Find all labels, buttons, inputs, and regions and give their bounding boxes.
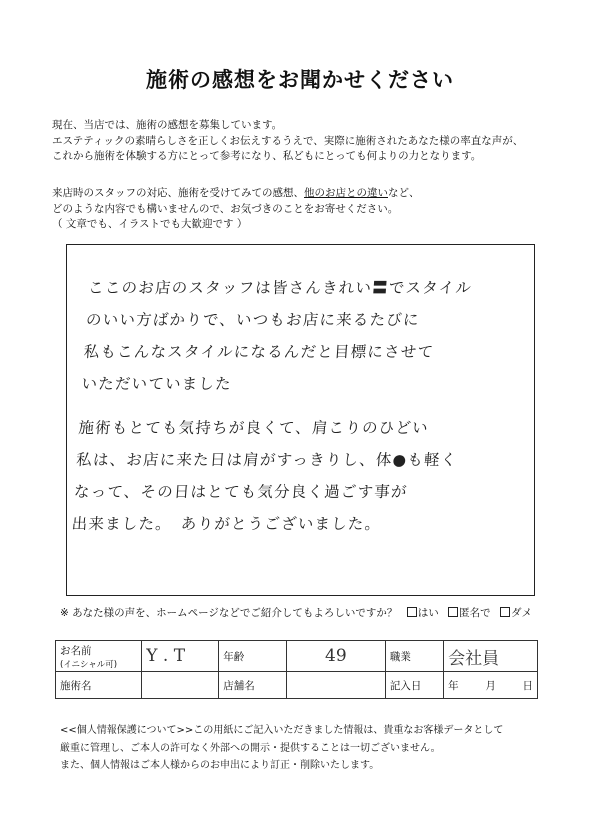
handwritten-line: 施術もとても気持ちが良くて、肩こりのひどい (77, 419, 430, 437)
intro-text (52, 118, 523, 165)
privacy-notice (60, 722, 503, 775)
age-value: 49 (325, 646, 347, 666)
form-row (56, 672, 538, 699)
intro-line: これから施術を体験する方にとって参考になり、私どもにとっても何よりの力となります。 (52, 150, 482, 163)
page-title: 施術の感想をお聞かせください (146, 68, 454, 92)
info-form (55, 640, 538, 699)
store-label: 店舗名 (219, 672, 287, 699)
handwritten-line: 私もこんなスタイルになるんだと目標にさせて (83, 343, 435, 361)
consent-row (60, 605, 532, 620)
guide-text (52, 186, 420, 233)
privacy-line: 厳重に管理し、ご本人の許可なく外部への開示・提供することは一切ございません。 (60, 742, 441, 754)
treatment-label: 施術名 (56, 672, 142, 699)
handwritten-line: なって、その日はとても気分良く過ごす事が (73, 483, 409, 501)
name-value: Y . T (146, 646, 186, 666)
handwritten-line: 出来ました。 ありがとうございました。 (71, 515, 382, 533)
handwritten-line: のいい方ばかりで、いつもお店に来るたびに (85, 311, 421, 329)
spacer (80, 400, 465, 412)
intro-line: エステティックの素晴らしさを正しくお伝えするうえで、実際に施術されたあなた様の率直な声が、 (52, 134, 524, 147)
job-label: 職業 (385, 641, 443, 672)
date-month: 月 (485, 679, 496, 692)
guide-line: （ 文章でも、イラストでも大歓迎です ） (52, 218, 248, 231)
name-field[interactable] (142, 641, 219, 672)
checkbox-no[interactable] (500, 607, 510, 617)
name-label: お名前 (60, 644, 92, 657)
option-no-label: ダメ (510, 607, 532, 619)
checkbox-yes[interactable] (407, 607, 417, 617)
store-field[interactable] (286, 672, 385, 699)
name-label-cell (56, 641, 142, 672)
date-label: 記入日 (385, 672, 443, 699)
guide-text-b: など、 (388, 187, 420, 199)
handwritten-line: ここのお店のスタッフは皆さんきれい〓でスタイル (87, 279, 473, 297)
treatment-field[interactable] (142, 672, 219, 699)
job-field[interactable] (444, 641, 538, 672)
guide-underline: 他のお店との違い (304, 187, 388, 199)
date-year: 年 (448, 679, 459, 692)
age-field[interactable] (286, 641, 385, 672)
option-yes-label: はい (417, 607, 439, 619)
checkbox-anonymous[interactable] (448, 607, 458, 617)
age-label: 年齢 (219, 641, 287, 672)
handwritten-line: 私は、お店に来た日は肩がすっきりし、体●も軽く (75, 451, 459, 469)
privacy-line: <<個人情報保護について>>この用紙にご記入いただきました情報は、貴重なお客様データとして (60, 725, 504, 736)
guide-line: どのような内容でも構いませんので、お気づきのことをお寄せください。 (52, 202, 399, 215)
consent-question: ※ あなた様の声を、ホームページなどでご紹介してもよろしいですか？ (60, 607, 398, 619)
job-value: 会社員 (448, 648, 500, 669)
guide-text-a: 来店時のスタッフの対応、施術を受けてみての感想、 (52, 187, 304, 199)
handwritten-line: いただいていました (80, 375, 233, 393)
option-anonymous-label: 匿名で (459, 607, 491, 619)
name-sublabel: (イニシャル可) (60, 659, 118, 670)
privacy-line: また、個人情報はご本人様からのお申出により訂正・削除いたします。 (60, 760, 380, 771)
guide-line (52, 186, 420, 202)
form-row (56, 641, 538, 672)
date-field[interactable] (444, 672, 538, 699)
handwritten-comment (71, 272, 474, 540)
date-day: 日 (522, 679, 533, 692)
intro-line: 現在、当店では、施術の感想を募集しています。 (52, 119, 283, 131)
